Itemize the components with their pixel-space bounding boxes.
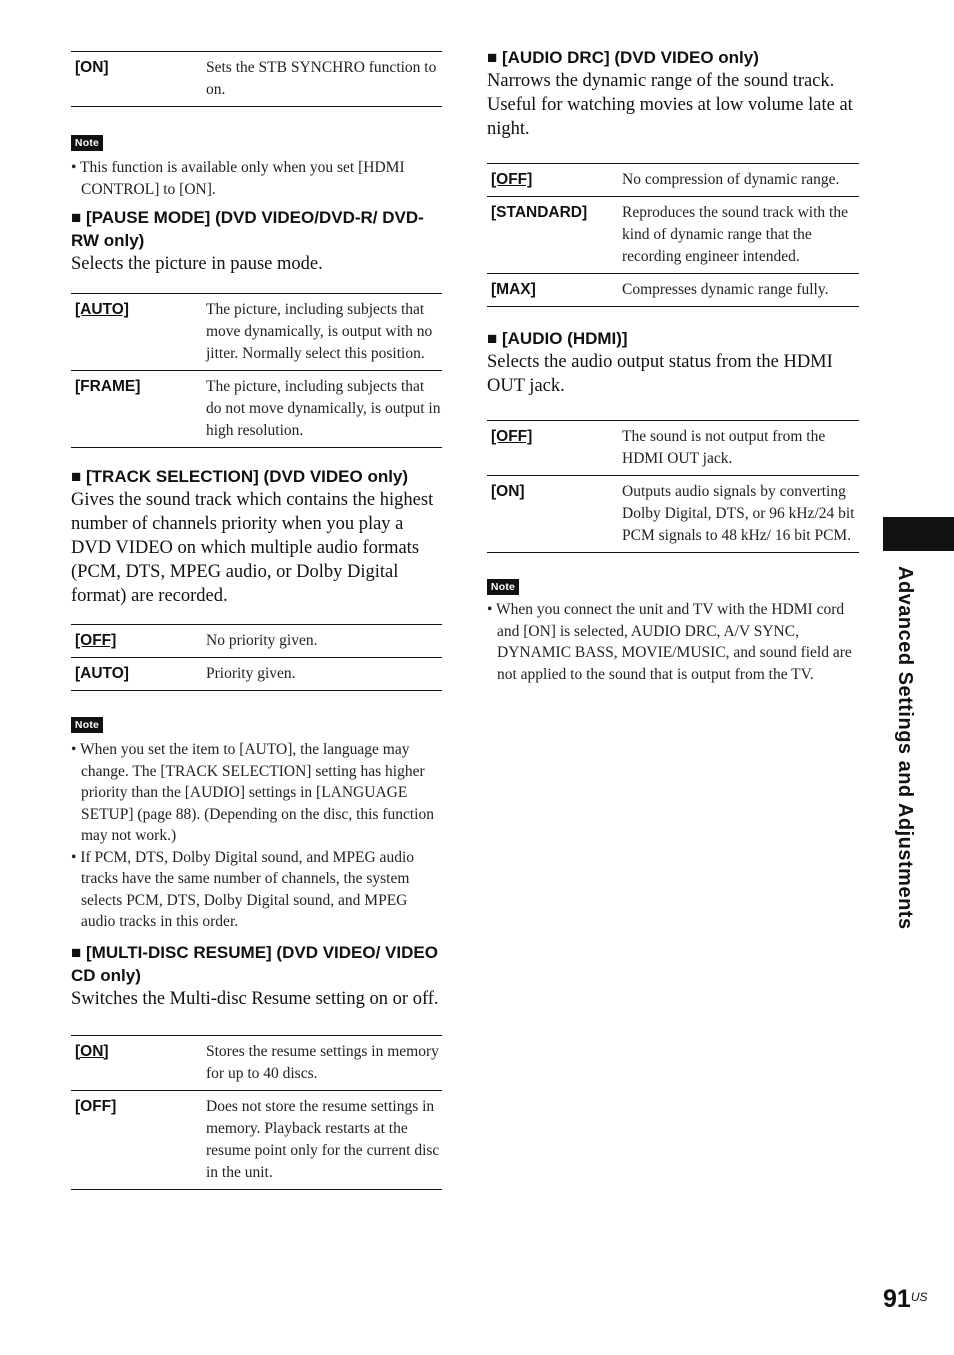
note-icon <box>71 133 442 151</box>
table-row <box>487 421 859 476</box>
option-key-text: [OFF] <box>75 632 117 649</box>
option-key <box>487 164 622 197</box>
option-key-text: [OFF] <box>491 428 533 445</box>
track-selection-text: Gives the sound track which contains the highest number of channels priority when you play a DVD VIDEO on which multiple audio formats (PCM, DTS, MPEG audio, or Dolby Digital format) are recorded. <box>71 490 434 606</box>
track-selection-table <box>71 624 442 691</box>
table-row <box>487 274 859 307</box>
option-key-text: [MAX] <box>491 281 536 298</box>
pause-mode-heading: ■ [PAUSE MODE] (DVD VIDEO/DVD-R/ DVD-RW only) <box>71 208 424 250</box>
option-description: Does not store the resume settings in memory. Playback restarts at the resume point only for the current disc in the unit. <box>206 1097 440 1181</box>
option-key <box>487 197 622 274</box>
stb-synchro-table <box>71 51 442 107</box>
table-row <box>71 658 442 691</box>
section-side-label: Advanced Settings and Adjustments <box>894 566 916 930</box>
multi-disc-resume-heading: ■ [MULTI-DISC RESUME] (DVD VIDEO/ VIDEO CD only) <box>71 942 438 985</box>
note-item: • This function is available only when you set [HDMI CONTROL] to [ON]. <box>71 157 442 200</box>
left-column <box>71 51 442 1190</box>
note-item: • If PCM, DTS, Dolby Digital sound, and MPEG audio tracks have the same number of channels, the system selects PCM, DTS, Dolby Digital sound, and MPEG audio tracks in this order. <box>71 847 442 933</box>
option-description: Sets the STB SYNCHRO function to on. <box>206 59 437 98</box>
option-key <box>487 421 622 476</box>
audio-hdmi-text: Selects the audio output status from the HDMI OUT jack. <box>487 352 833 396</box>
option-description: The picture, including subjects that do not move dynamically, is output in high resolution. <box>206 378 441 439</box>
pause-mode-text: Selects the picture in pause mode. <box>71 254 323 274</box>
option-description: Stores the resume settings in memory for up to 40 discs. <box>206 1042 439 1082</box>
option-description: Reproduces the sound track with the kind of dynamic range that the recording engineer intended. <box>622 204 848 265</box>
table-row <box>71 1090 442 1189</box>
table-row <box>71 1035 442 1090</box>
audio-hdmi-heading: ■ [AUDIO (HDMI)] <box>487 329 628 348</box>
option-description: No compression of dynamic range. <box>622 171 840 188</box>
option-description: No priority given. <box>206 632 318 649</box>
audio-drc-heading: ■ [AUDIO DRC] (DVD VIDEO only) <box>487 48 759 67</box>
table-row <box>71 294 442 371</box>
table-row <box>71 371 442 448</box>
note-label: Note <box>71 717 103 733</box>
option-description: Priority given. <box>206 665 296 682</box>
table-row <box>487 197 859 274</box>
note-item: • When you connect the unit and TV with the HDMI cord and [ON] is selected, AUDIO DRC, A/V SYNC, DYNAMIC BASS, MOVIE/MUSIC, and sound field are not applied to the sound that is output from the TV. <box>487 599 859 685</box>
audio-hdmi-table <box>487 420 859 553</box>
track-selection-heading: ■ [TRACK SELECTION] (DVD VIDEO only) <box>71 467 409 486</box>
option-description: The picture, including subjects that move dynamically, is output with no jitter. Normally select this position. <box>206 301 433 362</box>
note-label: Note <box>71 135 103 151</box>
note-list <box>71 157 442 200</box>
option-key-text: [ON] <box>75 59 109 76</box>
multi-disc-resume-text: Switches the Multi-disc Resume setting on or off. <box>71 988 439 1009</box>
pause-mode-table <box>71 293 442 448</box>
table-row <box>71 52 442 107</box>
note-item: • When you set the item to [AUTO], the language may change. The [TRACK SELECTION] setting has higher priority than the [AUDIO] settings in [LANGUAGE SETUP] (page 88). (Depending on the disc, this function may not work.) <box>71 739 442 847</box>
option-key <box>71 371 206 448</box>
page-number <box>883 1285 927 1314</box>
option-key-text: [FRAME] <box>75 378 141 395</box>
option-key <box>487 476 622 553</box>
option-key-text: [AUTO] <box>75 665 129 682</box>
option-key-text: [OFF] <box>75 1097 117 1115</box>
note-list <box>71 739 442 933</box>
note-list <box>487 599 859 685</box>
option-key-text: [ON] <box>491 483 525 500</box>
option-description: Outputs audio signals by converting Dolby Digital, DTS, or 96 kHz/24 bit PCM signals to 48 kHz/ 16 bit PCM. <box>622 483 855 544</box>
option-key <box>71 625 206 658</box>
option-key <box>71 52 206 107</box>
option-key <box>71 1090 206 1189</box>
note-2 <box>71 715 442 933</box>
section-tab-marker <box>883 517 954 551</box>
note-label: Note <box>487 579 519 595</box>
note-1 <box>71 133 442 200</box>
option-key-text: [ON] <box>75 1042 109 1060</box>
table-row <box>487 476 859 553</box>
option-key <box>71 294 206 371</box>
table-row <box>487 164 859 197</box>
option-key <box>71 658 206 691</box>
option-key-text: [AUTO] <box>75 301 129 318</box>
option-description: The sound is not output from the HDMI OUT jack. <box>622 428 826 467</box>
audio-drc-table <box>487 163 859 307</box>
right-column <box>487 46 859 685</box>
option-key-text: [OFF] <box>491 171 533 188</box>
note-3 <box>487 577 859 685</box>
table-row <box>71 625 442 658</box>
page-number-suffix: US <box>910 1290 928 1304</box>
option-key <box>71 1035 206 1090</box>
option-key-text: [STANDARD] <box>491 204 588 221</box>
option-key <box>487 274 622 307</box>
page-number-value: 91 <box>883 1285 911 1313</box>
option-description: Compresses dynamic range fully. <box>622 281 829 298</box>
note-icon <box>71 715 442 733</box>
note-icon <box>487 577 859 595</box>
audio-drc-text: Narrows the dynamic range of the sound track. Useful for watching movies at low volume late at night. <box>487 71 853 139</box>
multi-disc-resume-table <box>71 1035 442 1190</box>
